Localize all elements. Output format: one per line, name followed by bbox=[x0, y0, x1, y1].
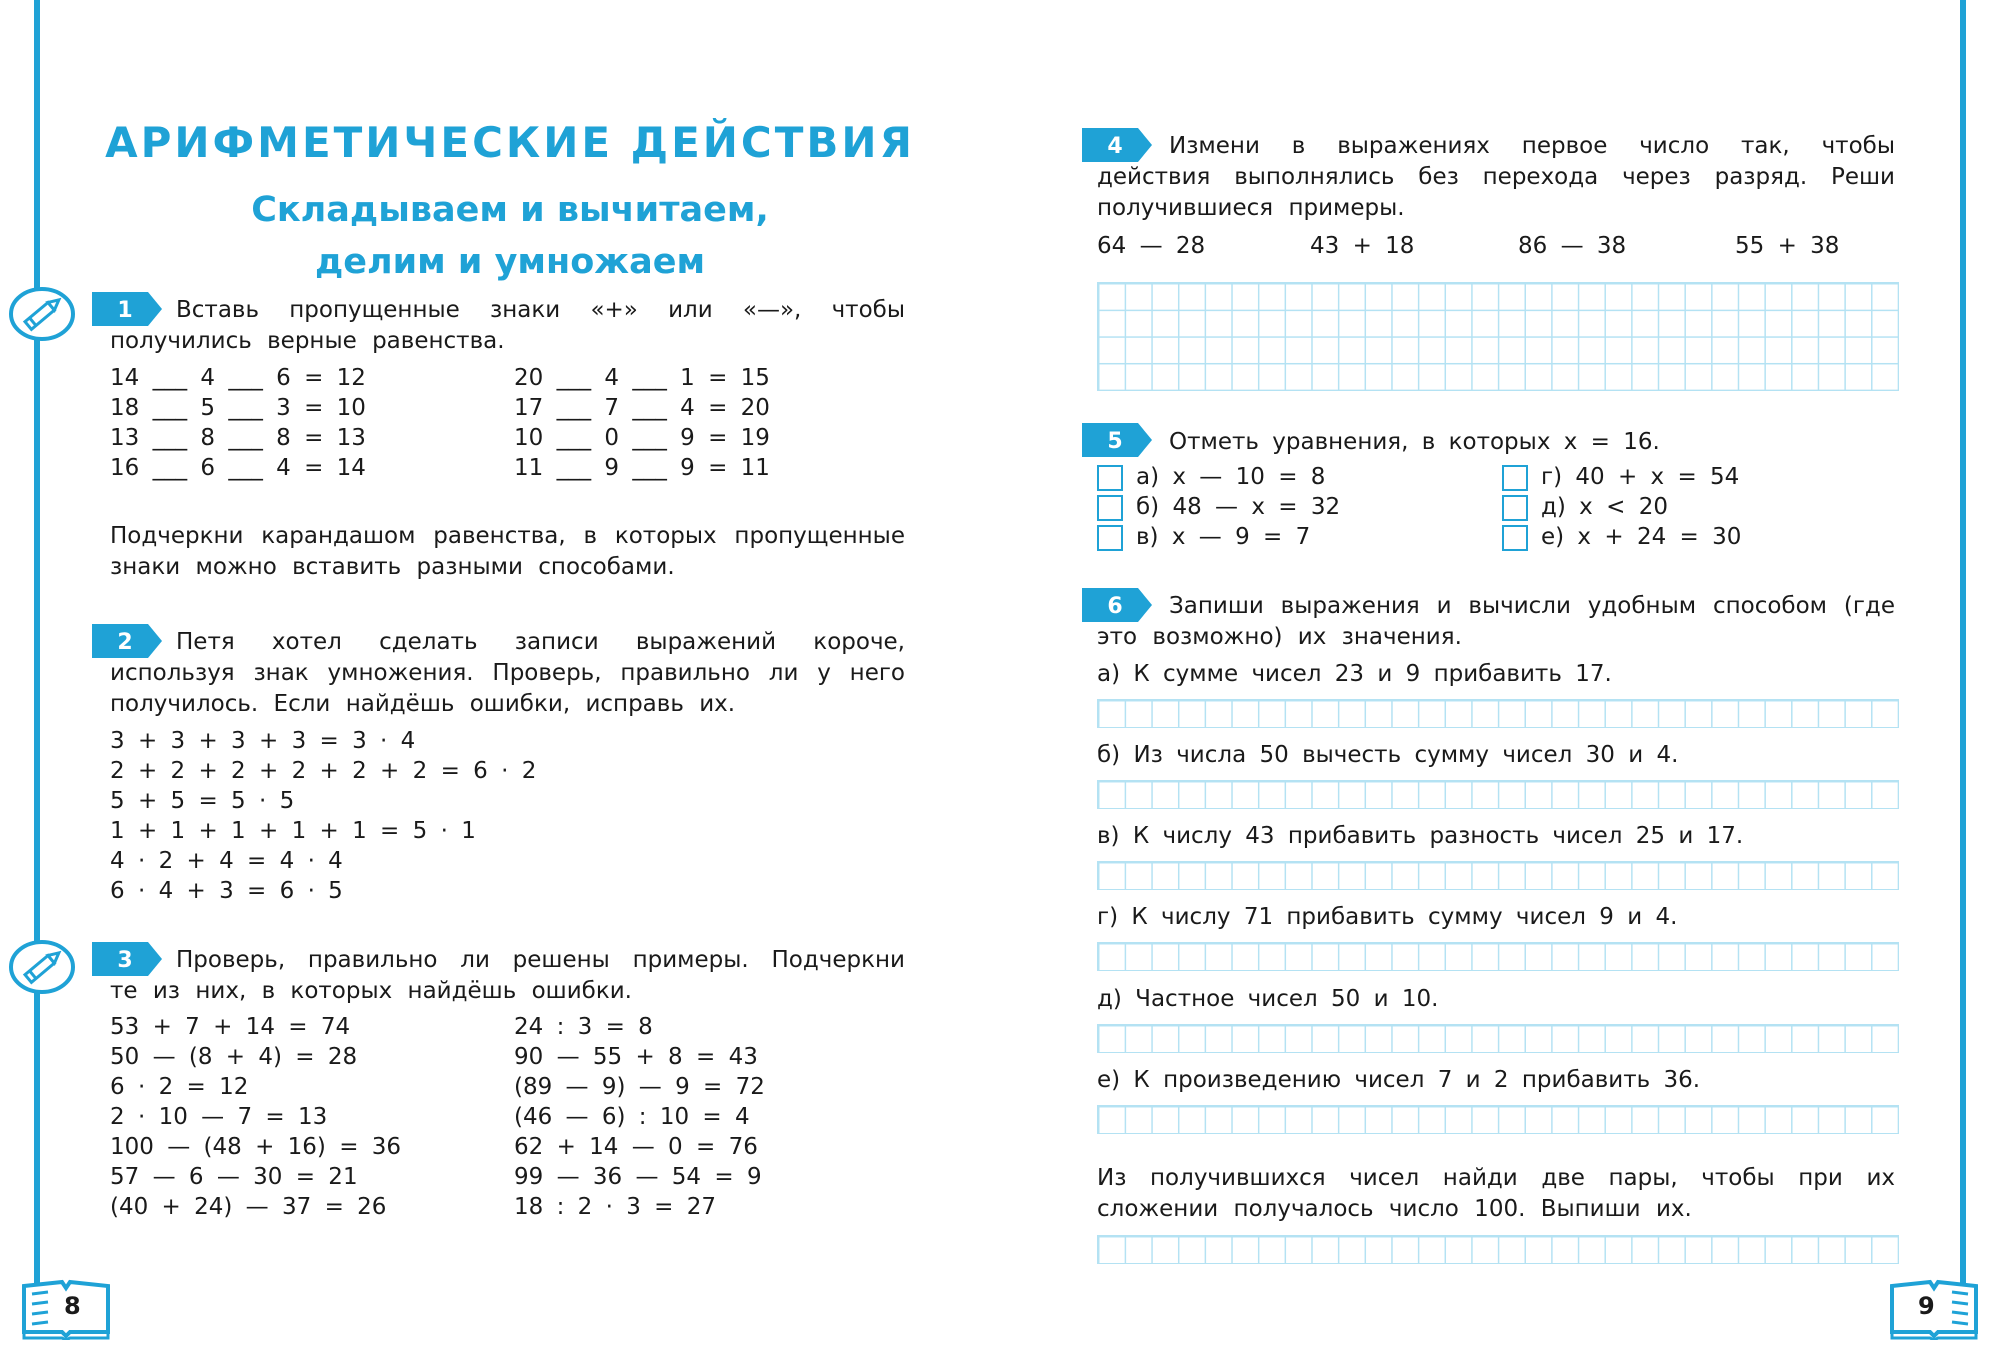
example: (46 — 6) : 10 = 4 bbox=[514, 1104, 750, 1130]
task1-left-column bbox=[110, 363, 366, 483]
equation: 20 ___ 4 ___ 1 = 15 bbox=[514, 365, 770, 391]
task3-left-column bbox=[110, 1012, 401, 1222]
task6-instruction: Запиши выражения и вычисли удобным способом (где это возможно) их значения. bbox=[1097, 593, 1895, 650]
equation-option: д) x < 20 bbox=[1541, 494, 1668, 520]
svg-text:2: 2 bbox=[117, 630, 133, 655]
expression: 4 · 2 + 4 = 4 · 4 bbox=[110, 848, 343, 874]
example: (40 + 24) — 37 = 26 bbox=[110, 1194, 387, 1220]
example: 2 · 10 — 7 = 13 bbox=[110, 1104, 328, 1130]
equation-option: г) 40 + x = 54 bbox=[1541, 464, 1740, 490]
page-title: АРИФМЕТИЧЕСКИЕ ДЕЙСТВИЯ bbox=[105, 118, 915, 167]
left-margin-line bbox=[34, 0, 40, 1290]
right-margin-line bbox=[1960, 0, 1966, 1290]
equation-option: а) x — 10 = 8 bbox=[1136, 464, 1326, 490]
equation: 16 ___ 6 ___ 4 = 14 bbox=[110, 455, 366, 481]
svg-text:5: 5 bbox=[1107, 429, 1123, 454]
task2-expressions bbox=[110, 726, 536, 906]
task2-instruction: Петя хотел сделать записи выражений короче, используя знак умножения. Проверь, правильно ли у него получилось. Если найдёшь ошибки, исправь их. bbox=[110, 629, 905, 717]
checkbox[interactable] bbox=[1097, 495, 1123, 521]
checkbox[interactable] bbox=[1097, 465, 1123, 491]
checkbox[interactable] bbox=[1502, 495, 1528, 521]
task1-note: Подчеркни карандашом равенства, в которых пропущенные знаки можно вставить разными способами. bbox=[110, 523, 905, 580]
expression: 5 + 5 = 5 · 5 bbox=[110, 788, 295, 814]
example: 24 : 3 = 8 bbox=[514, 1014, 653, 1040]
page-subtitle: Складываем и вычитаем, делим и умножаем bbox=[251, 190, 769, 282]
checkbox[interactable] bbox=[1097, 525, 1123, 551]
expression: 3 + 3 + 3 + 3 = 3 · 4 bbox=[110, 728, 416, 754]
example: 62 + 14 — 0 = 76 bbox=[514, 1134, 758, 1160]
task4-expression: 43 + 18 bbox=[1310, 233, 1415, 259]
answer-grid[interactable] bbox=[1097, 942, 1899, 971]
task6-final: Из получившихся чисел найди две пары, чтобы при их сложении получалось число 100. Выпиши их. bbox=[1097, 1165, 1895, 1222]
expression: 2 + 2 + 2 + 2 + 2 + 2 = 6 · 2 bbox=[110, 758, 537, 784]
equation-option: б) 48 — x = 32 bbox=[1136, 494, 1341, 520]
task4-expression: 86 — 38 bbox=[1518, 233, 1627, 259]
equation: 18 ___ 5 ___ 3 = 10 bbox=[110, 395, 366, 421]
task4-expression: 64 — 28 bbox=[1097, 233, 1206, 259]
task6-item: д) Частное чисел 50 и 10. bbox=[1097, 986, 1439, 1012]
svg-text:4: 4 bbox=[1107, 134, 1123, 159]
answer-grid[interactable] bbox=[1097, 1105, 1899, 1134]
example: 57 — 6 — 30 = 21 bbox=[110, 1164, 358, 1190]
example: 53 + 7 + 14 = 74 bbox=[110, 1014, 351, 1040]
checkbox[interactable] bbox=[1502, 465, 1528, 491]
svg-text:6: 6 bbox=[1107, 594, 1123, 619]
expression: 1 + 1 + 1 + 1 + 1 = 5 · 1 bbox=[110, 818, 476, 844]
task6-item: е) К произведению чисел 7 и 2 прибавить 36. bbox=[1097, 1067, 1701, 1093]
svg-text:1: 1 bbox=[117, 298, 133, 323]
equation: 13 ___ 8 ___ 8 = 13 bbox=[110, 425, 366, 451]
equation: 10 ___ 0 ___ 9 = 19 bbox=[514, 425, 770, 451]
task5-instruction: Отметь уравнения, в которых x = 16. bbox=[1169, 429, 1660, 455]
task3-instruction: Проверь, правильно ли решены примеры. Подчеркни те из них, в которых найдёшь ошибки. bbox=[110, 947, 905, 1004]
equation: 17 ___ 7 ___ 4 = 20 bbox=[514, 395, 770, 421]
page-number-left: 8 bbox=[64, 1292, 81, 1320]
example: 99 — 36 — 54 = 9 bbox=[514, 1164, 762, 1190]
answer-grid[interactable] bbox=[1097, 1024, 1899, 1053]
pencil-icon bbox=[6, 284, 78, 344]
expression: 6 · 4 + 3 = 6 · 5 bbox=[110, 878, 343, 904]
task4-instruction: Измени в выражениях первое число так, чтобы действия выполнялись без перехода через разряд. Реши получившиеся примеры. bbox=[1097, 133, 1895, 221]
example: 100 — (48 + 16) = 36 bbox=[110, 1134, 402, 1160]
example: 50 — (8 + 4) = 28 bbox=[110, 1044, 358, 1070]
example: 18 : 2 · 3 = 27 bbox=[514, 1194, 716, 1220]
answer-grid[interactable] bbox=[1097, 282, 1899, 391]
task1-instruction: Вставь пропущенные знаки «+» или «—», чтобы получились верные равенства. bbox=[110, 297, 905, 354]
example: 6 · 2 = 12 bbox=[110, 1074, 249, 1100]
example: (89 — 9) — 9 = 72 bbox=[514, 1074, 765, 1100]
answer-grid[interactable] bbox=[1097, 780, 1899, 809]
task6-item: в) К числу 43 прибавить разность чисел 25 и 17. bbox=[1097, 823, 1744, 849]
pencil-icon bbox=[6, 937, 78, 997]
task4-expression: 55 + 38 bbox=[1735, 233, 1840, 259]
checkbox[interactable] bbox=[1502, 525, 1528, 551]
task1-right-column bbox=[514, 363, 770, 483]
answer-grid[interactable] bbox=[1097, 699, 1899, 728]
page-number-right: 9 bbox=[1918, 1292, 1935, 1320]
task6-item: б) Из числа 50 вычесть сумму чисел 30 и 4. bbox=[1097, 742, 1679, 768]
task3-right-column bbox=[514, 1012, 765, 1222]
task6-item: а) К сумме чисел 23 и 9 прибавить 17. bbox=[1097, 661, 1612, 687]
equation-option: е) x + 24 = 30 bbox=[1541, 524, 1742, 550]
task-badge-5 bbox=[1082, 423, 1154, 457]
equation: 14 ___ 4 ___ 6 = 12 bbox=[110, 365, 366, 391]
task6-item: г) К числу 71 прибавить сумму чисел 9 и 4. bbox=[1097, 904, 1678, 930]
svg-text:3: 3 bbox=[117, 948, 133, 973]
example: 90 — 55 + 8 = 43 bbox=[514, 1044, 758, 1070]
answer-grid[interactable] bbox=[1097, 861, 1899, 890]
answer-grid[interactable] bbox=[1097, 1235, 1899, 1264]
equation-option: в) x — 9 = 7 bbox=[1136, 524, 1311, 550]
equation: 11 ___ 9 ___ 9 = 11 bbox=[514, 455, 770, 481]
